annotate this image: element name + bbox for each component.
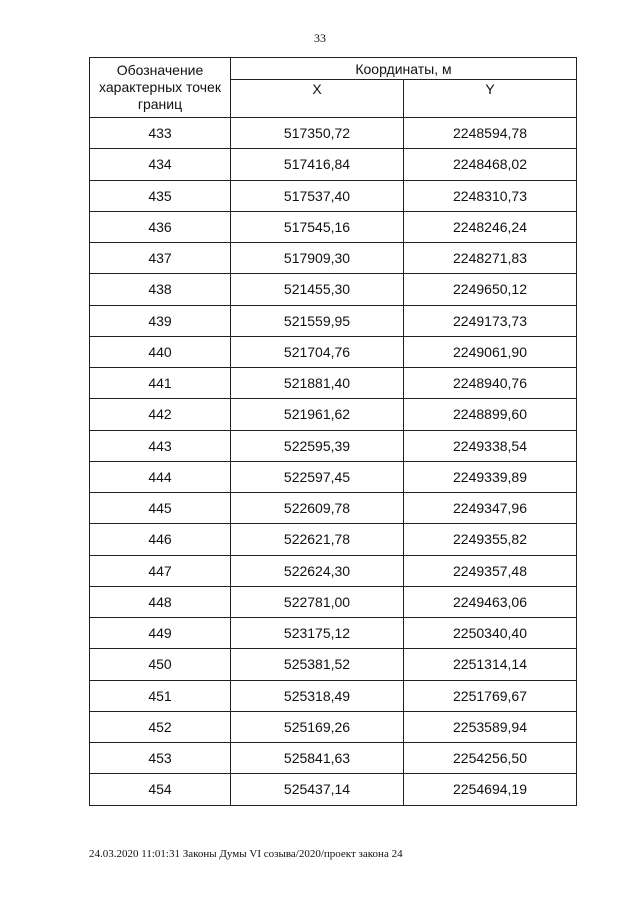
x-coordinate-cell: 525318,49 bbox=[231, 680, 404, 711]
table-row bbox=[90, 586, 577, 617]
x-coordinate-cell: 522609,78 bbox=[231, 493, 404, 524]
y-coordinate-cell: 2250340,40 bbox=[404, 618, 577, 649]
table-row bbox=[90, 149, 577, 180]
point-cell: 442 bbox=[90, 399, 231, 430]
y-coordinate-cell: 2249173,73 bbox=[404, 305, 577, 336]
point-cell: 453 bbox=[90, 743, 231, 774]
point-cell: 448 bbox=[90, 586, 231, 617]
table-row bbox=[90, 555, 577, 586]
y-coordinate-cell: 2249061,90 bbox=[404, 336, 577, 367]
table-row bbox=[90, 524, 577, 555]
x-coordinate-cell: 525169,26 bbox=[231, 711, 404, 742]
point-header-line-1: Обозначение bbox=[116, 62, 204, 78]
x-coordinate-cell: 523175,12 bbox=[231, 618, 404, 649]
coordinates-table bbox=[89, 57, 577, 806]
table-row bbox=[90, 305, 577, 336]
point-header-line-3: границ bbox=[137, 96, 183, 112]
y-coordinate-cell: 2248310,73 bbox=[404, 180, 577, 211]
y-coordinate-cell: 2253589,94 bbox=[404, 711, 577, 742]
x-coordinate-cell: 521961,62 bbox=[231, 399, 404, 430]
x-coordinate-cell: 521455,30 bbox=[231, 274, 404, 305]
table-body bbox=[90, 118, 577, 806]
x-coordinate-cell: 525381,52 bbox=[231, 649, 404, 680]
x-coordinate-cell: 525437,14 bbox=[231, 774, 404, 805]
table-header bbox=[90, 58, 577, 118]
y-coordinate-cell: 2249347,96 bbox=[404, 493, 577, 524]
document-footer: 24.03.2020 11:01:31 Законы Думы VI созыва/2020/проект закона 24 bbox=[89, 848, 403, 860]
point-cell: 434 bbox=[90, 149, 231, 180]
x-coordinate-cell: 525841,63 bbox=[231, 743, 404, 774]
table-row bbox=[90, 118, 577, 149]
coordinates-header: Координаты, м bbox=[231, 58, 577, 80]
x-coordinate-cell: 521704,76 bbox=[231, 336, 404, 367]
table-row bbox=[90, 336, 577, 367]
x-column-header: X bbox=[231, 80, 404, 118]
y-coordinate-cell: 2248468,02 bbox=[404, 149, 577, 180]
y-coordinate-cell: 2251769,67 bbox=[404, 680, 577, 711]
y-coordinate-cell: 2251314,14 bbox=[404, 649, 577, 680]
x-coordinate-cell: 517537,40 bbox=[231, 180, 404, 211]
table-row bbox=[90, 743, 577, 774]
table-row bbox=[90, 649, 577, 680]
point-cell: 447 bbox=[90, 555, 231, 586]
point-cell: 439 bbox=[90, 305, 231, 336]
page-number: 33 bbox=[314, 31, 326, 45]
point-cell: 454 bbox=[90, 774, 231, 805]
x-coordinate-cell: 521559,95 bbox=[231, 305, 404, 336]
point-cell: 450 bbox=[90, 649, 231, 680]
table-row bbox=[90, 774, 577, 805]
x-coordinate-cell: 522624,30 bbox=[231, 555, 404, 586]
point-cell: 451 bbox=[90, 680, 231, 711]
x-coordinate-cell: 522781,00 bbox=[231, 586, 404, 617]
point-cell: 452 bbox=[90, 711, 231, 742]
point-cell: 445 bbox=[90, 493, 231, 524]
y-coordinate-cell: 2254256,50 bbox=[404, 743, 577, 774]
point-cell: 446 bbox=[90, 524, 231, 555]
table-row bbox=[90, 211, 577, 242]
table-row bbox=[90, 618, 577, 649]
table-row bbox=[90, 368, 577, 399]
x-coordinate-cell: 517545,16 bbox=[231, 211, 404, 242]
y-coordinate-cell: 2249338,54 bbox=[404, 430, 577, 461]
point-cell: 440 bbox=[90, 336, 231, 367]
table-row bbox=[90, 680, 577, 711]
x-coordinate-cell: 522595,39 bbox=[231, 430, 404, 461]
table-row bbox=[90, 461, 577, 492]
table-row bbox=[90, 274, 577, 305]
y-coordinate-cell: 2248899,60 bbox=[404, 399, 577, 430]
point-cell: 438 bbox=[90, 274, 231, 305]
table-row bbox=[90, 399, 577, 430]
y-column-header: Y bbox=[404, 80, 577, 118]
table-row bbox=[90, 180, 577, 211]
point-cell: 435 bbox=[90, 180, 231, 211]
y-coordinate-cell: 2249339,89 bbox=[404, 461, 577, 492]
x-coordinate-cell: 517909,30 bbox=[231, 243, 404, 274]
x-coordinate-cell: 517416,84 bbox=[231, 149, 404, 180]
point-cell: 437 bbox=[90, 243, 231, 274]
x-coordinate-cell: 522597,45 bbox=[231, 461, 404, 492]
y-coordinate-cell: 2249357,48 bbox=[404, 555, 577, 586]
point-header-line-2: характерных точек bbox=[99, 79, 221, 95]
y-coordinate-cell: 2248940,76 bbox=[404, 368, 577, 399]
y-coordinate-cell: 2248271,83 bbox=[404, 243, 577, 274]
table-row bbox=[90, 493, 577, 524]
point-cell: 441 bbox=[90, 368, 231, 399]
x-coordinate-cell: 522621,78 bbox=[231, 524, 404, 555]
point-cell: 449 bbox=[90, 618, 231, 649]
y-coordinate-cell: 2248246,24 bbox=[404, 211, 577, 242]
x-coordinate-cell: 521881,40 bbox=[231, 368, 404, 399]
table-row bbox=[90, 711, 577, 742]
x-coordinate-cell: 517350,72 bbox=[231, 118, 404, 149]
table-row bbox=[90, 430, 577, 461]
y-coordinate-cell: 2249650,12 bbox=[404, 274, 577, 305]
y-coordinate-cell: 2248594,78 bbox=[404, 118, 577, 149]
point-cell: 444 bbox=[90, 461, 231, 492]
y-coordinate-cell: 2249355,82 bbox=[404, 524, 577, 555]
table-row bbox=[90, 243, 577, 274]
point-designation-header bbox=[90, 58, 231, 118]
point-cell: 443 bbox=[90, 430, 231, 461]
y-coordinate-cell: 2249463,06 bbox=[404, 586, 577, 617]
y-coordinate-cell: 2254694,19 bbox=[404, 774, 577, 805]
point-cell: 433 bbox=[90, 118, 231, 149]
point-cell: 436 bbox=[90, 211, 231, 242]
